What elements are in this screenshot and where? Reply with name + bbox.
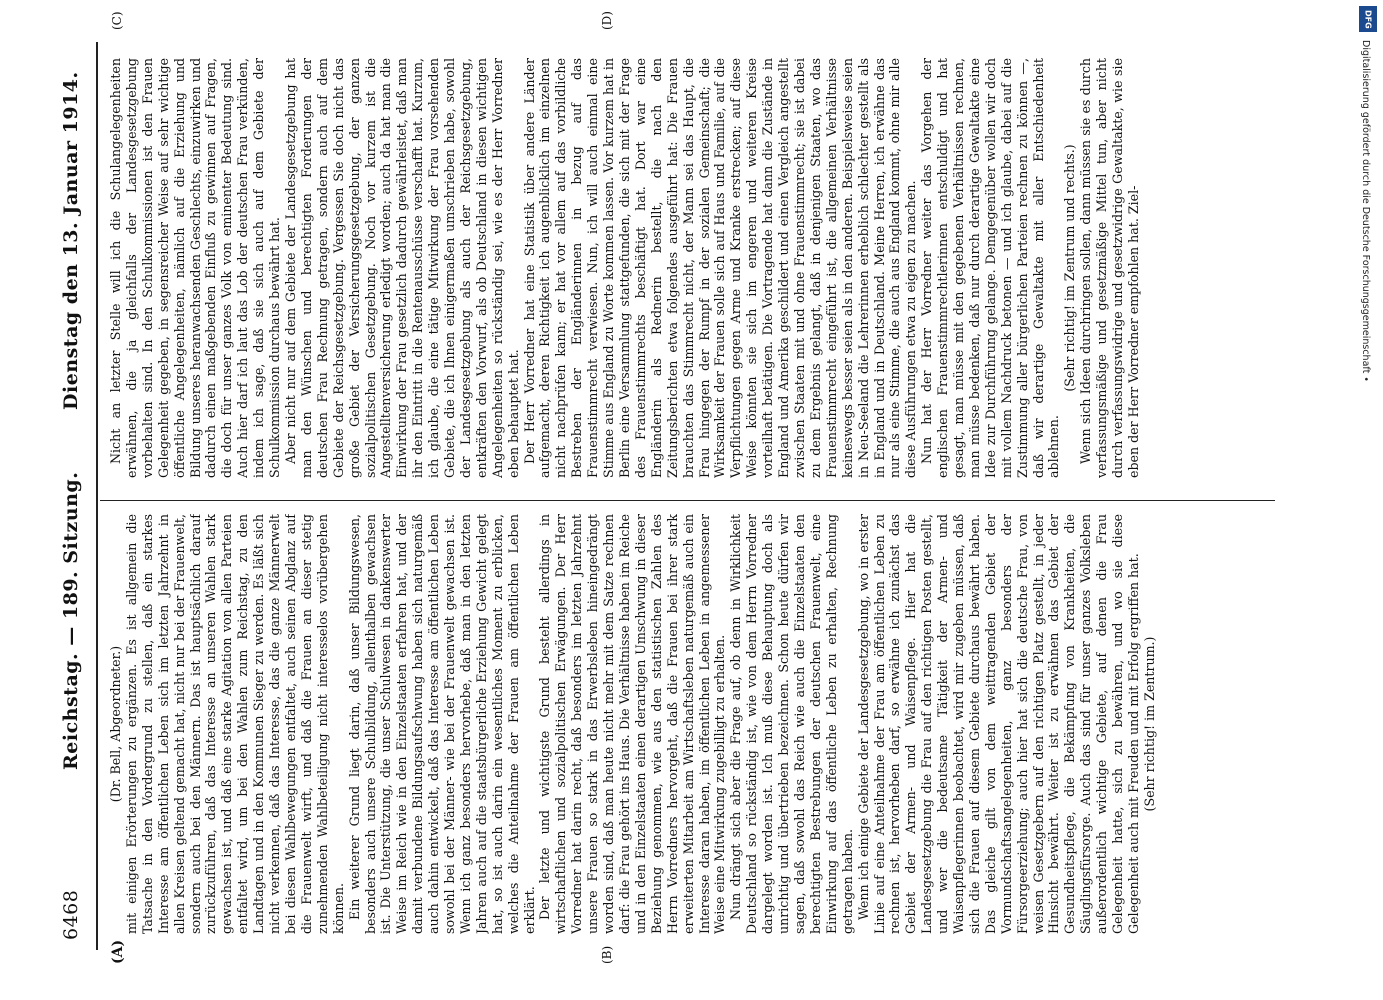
- paragraph: Der Herr Vorredner hat eine Statistik über andere Länder aufgemacht, deren Richtigkeit ich augenblicklich im einzelnen nicht nachprüfen kann; er hat vor allem auf das vorbildliche Bestreben der Engländerinnen in bezug auf das Frauenstimmrecht verwiesen. Nun, ich will auch einmal eine Stimme aus England zu Worte kommen lassen. Vor kurzem hat in Berlin eine Versammlung stattgefunden, die sich mit der Frage des Frauenstimmrechts beschäftigt hat. Dort war eine Engländerin als Rednerin bestellt, die nach den Zeitungsberichten etwa folgendes ausgeführt hat: Die Frauen brauchten das Stimmrecht nicht, der Mann sei das Haupt, die Frau hingegen der Rumpf in der sozialen Gemeinschaft; die Wirksamkeit der Frauen solle sich auf Haus und Familie, auf die Verpflichtungen gegen Arme und Kranke erstrecken; auf diese Weise könnten sie sich im engeren und weiteren Kreise vorteilhaft betätigen. Die Vortragende hat dann die Zustände in England und Amerika geschildert und einen Vergleich angestellt zwischen Staaten mit und ohne Frauenstimmrecht; sie ist dabei zu dem Ergebnis gelangt, daß in denjenigen Staaten, wo das Frauenstimmrecht eingeführt ist, die allgemeinen Verhältnisse keineswegs besser seien als in den anderen. Beispielsweise seien in Neu-Seeland die Lehrerinnen erheblich schlechter gestellt als in England und in Deutschland. Meine Herren, ich erwähne das nur als eine Stimme, die auch aus England kommt, ohne mir alle diese Ausführungen etwa zu eigen zu machen.: [521, 58, 919, 478]
- digitization-credit: [1358, 6, 1378, 996]
- margin-marker-c: (C): [110, 11, 124, 30]
- right-column: [108, 58, 1273, 478]
- column-divider: [100, 500, 1275, 501]
- paragraph: Nicht an letzter Stelle will ich die Schulangelegenheiten erwähnen, die ja gleichfalls der Landesgesetzgebung vorbehalten sind. In den Schulkommissionen ist den Frauen Gelegenheit gegeben, in segensreicher Weise auf sehr wichtige öffentliche Angelegenheiten, nämlich auf die Erziehung und Bildung unseres heranwachsenden Geschlechts, einzuwirken und dadurch einen maßgebenden Einfluß zu gewinnen auf Fragen, die doch für unser ganzes Volk von eminenter Bedeutung sind. Auch hier darf ich laut das Lob der deutschen Frau verkünden, indem ich sage, daß sie sich auch auf dem Gebiete der Schulkommission durchaus bewährt hat.: [108, 58, 283, 478]
- left-column: [108, 514, 1273, 934]
- margin-marker-a: (A): [110, 939, 126, 964]
- page-number: 6468: [60, 889, 82, 940]
- paragraph: Nun drängt sich aber die Frage auf, ob denn in Wirklichkeit Deutschland so rückständig ist, wie von dem Herrn Vorredner dargelegt worden ist. Ich muß diese Behauptung doch als unrichtig und übertrieben bezeichnen. Schon heute dürfen wir sagen, daß sowohl das Reich wie auch die Einzelstaaten den berechtigten Bestrebungen der deutschen Frauenwelt, eine Einwirkung auf das öffentliche Leben zu erhalten, Rechnung getragen haben.: [728, 514, 855, 934]
- header-rule: [96, 42, 98, 950]
- paragraph: Aber nicht nur auf dem Gebiete der Landesgesetzgebung hat man den Wünschen und berechtigten Forderungen der deutschen Frau Rechnung getragen, sondern auch auf dem Gebiete der Reichsgesetzgebung. Vergessen Sie doch nicht das große Gebiet der Versicherungsgesetzgebung, der ganzen sozialpolitischen Gesetzgebung. Noch vor kurzem ist die Angestelltenversicherung erledigt worden; auch da hat man die Einwirkung der Frau gesetzlich dadurch gewährleistet, daß man ihr den Eintritt in die Rentenausschüsse verschafft hat. Kurzum, ich glaube, die eine tätige Mitwirkung der Frau vorsehenden Gebiete, die ich Ihnen einigermaßen umschrieben habe, sowohl der Landesgesetzgebung als auch der Reichsgesetzgebung, entkräften den Vorwurf, als ob Deutschland in diesen wichtigen Angelegenheiten so rückständig sei, wie es der Herr Vorredner eben behauptet hat.: [282, 58, 521, 478]
- dfg-logo: DFG: [1359, 6, 1377, 32]
- margin-marker-b: (B): [600, 945, 614, 964]
- session-title: Reichstag. — 189. Sitzung.: [60, 471, 82, 770]
- paragraph: Wenn sich Ideen durchringen sollen, dann müssen sie es durch verfassungsmäßige und gesetzmäßige Mittel tun, aber nicht durch verfassungswidrige und gesetzwidrige Gewaltakte, wie sie eben der Herr Vorredner empfohlen hat. Ziel-: [1078, 58, 1141, 478]
- paragraph: Nun hat der Herr Vorredner weiter das Vorgehen der englischen Frauenstimmrechtlerinnen entschuldigt und hat gesagt, man müsse mit den gegebenen Verhältnissen rechnen, man müsse bedenken, daß nur durch derartige Gewaltakte eine Idee zur Durchführung gelange. Demgegenüber wollen wir doch mit vollem Nachdruck betonen — und ich glaube, dabei auf die Zustimmung aller bürgerlichen Parteien rechnen zu können —, daß wir derartige Gewaltakte mit aller Entschiedenheit ablehnen.: [919, 58, 1062, 478]
- interjection: (Sehr richtig! im Zentrum und rechts.): [1062, 144, 1078, 392]
- paragraph: mit einigen Erörterungen zu ergänzen. Es ist allgemein die Tatsache in den Vordergrund zu stellen, daß ein starkes Interesse am öffentlichen Leben sich im letzten Jahrzehnt in allen Kreisen geltend gemacht hat, nicht nur bei der Frauenwelt, sondern auch bei den Männern. Das ist hauptsächlich darauf zurückzuführen, daß das Interesse an unseren Wahlen stark gewachsen ist, und daß eine starke Agitation von allen Parteien entfaltet wird, um bei den Wahlen zum Reichstag, zu den Landtagen und in den Kommunen Sieger zu werden. Es läßt sich nicht verkennen, daß das Interesse, das die ganze Männerwelt bei diesen Wahlbewegungen entfaltet, auch seinen Abglanz auf die Frauenwelt wirft, und daß die Frauen an dieser stetig zunehmenden Wahlbeteiligung nicht interesselos vorübergehen können.: [123, 514, 346, 934]
- margin-marker-d: (D): [600, 11, 614, 30]
- speaker-line: (Dr. Bell, Abgeordneter.): [108, 645, 123, 803]
- paragraph: Ein weiterer Grund liegt darin, daß unser Bildungswesen, besonders auch unsere Schulbildung, allenthalben gewachsen ist. Die Unterstützung, die unser Schulwesen in dankenswerter Weise im Reich wie in den Einzelstaaten erfahren hat, und der damit verbundene Bildungsaufschwung haben sich naturgemäß auch dahin entwickelt, daß das Interesse am öffentlichen Leben sowohl bei der Männer- wie bei der Frauenwelt gewachsen ist. Wenn ich ganz besonders hervorhebe, daß man in den letzten Jahren auch auf die staatsbürgerliche Erziehung Gewicht gelegt hat, so ist auch darin ein wesentliches Moment zu erblicken, welches die Anteilnahme der Frauen am öffentlichen Leben erklärt.: [346, 514, 537, 934]
- interjection: (Sehr richtig! im Zentrum.): [1141, 636, 1157, 812]
- credit-text: Digitalisierung gefördert durch die Deutsche Forschungsgemeinschaft •: [1360, 40, 1371, 382]
- paragraph: Wenn ich einige Gebiete der Landesgesetzgebung, wo in erster Linie auf eine Anteilnahme der Frau am öffentlichen Leben zu rechnen ist, hervorheben darf, so erwähne ich zunächst das Gebiet der Armen- und Waisenpflege. Hier hat die Landesgesetzgebung die Frau auf den richtigen Posten gestellt, und wer die bedeutsame Tätigkeit der Armen- und Waisenpflegerinnen beobachtet, wird mir zugeben müssen, daß sich die Frauen auf diesem Gebiete durchaus bewährt haben. Das gleiche gilt von dem weittragenden Gebiet der Vormundschaftsangelegenheiten, ganz besonders der Fürsorgeerziehung; auch hier hat sich die deutsche Frau, von weisen Gesetzgebern auf den richtigen Platz gestellt, in jeder Hinsicht bewährt. Weiter ist zu erwähnen das Gebiet der Gesundheitspflege, die Bekämpfung von Krankheiten, die Säuglingsfürsorge. Auch das sind für unser ganzes Volksleben außerordentlich wichtige Gebiete, auf denen die Frau Gelegenheit hatte, sich zu bewähren, und wo sie diese Gelegenheit auch mit Freuden und mit Erfolg ergriffen hat.: [855, 514, 1141, 934]
- session-date: Dienstag den 13. Januar 1914.: [60, 71, 82, 410]
- paragraph: Der letzte und wichtigste Grund besteht allerdings in wirtschaftlichen und sozialpolitischen Erwägungen. Der Herr Vorredner hat darin recht, daß besonders im letzten Jahrzehnt unsere Frauen so stark in das Erwerbsleben hineingedrängt worden sind, daß man heute nicht mehr mit dem Satze rechnen darf: die Frau gehört ins Haus. Die Verhältnisse haben im Reiche und in den Einzelstaaten einen derartigen Umschwung in dieser Beziehung genommen, wie aus den statistischen Zahlen des Herrn Vorredners hervorgeht, daß die Frauen bei ihrer stark erweiterten Mitarbeit am Wirtschaftsleben naturgemäß auch ein Interesse daran haben, im öffentlichen Leben in angemessener Weise eine Mitwirkung zugebilligt zu erhalten.: [537, 514, 728, 934]
